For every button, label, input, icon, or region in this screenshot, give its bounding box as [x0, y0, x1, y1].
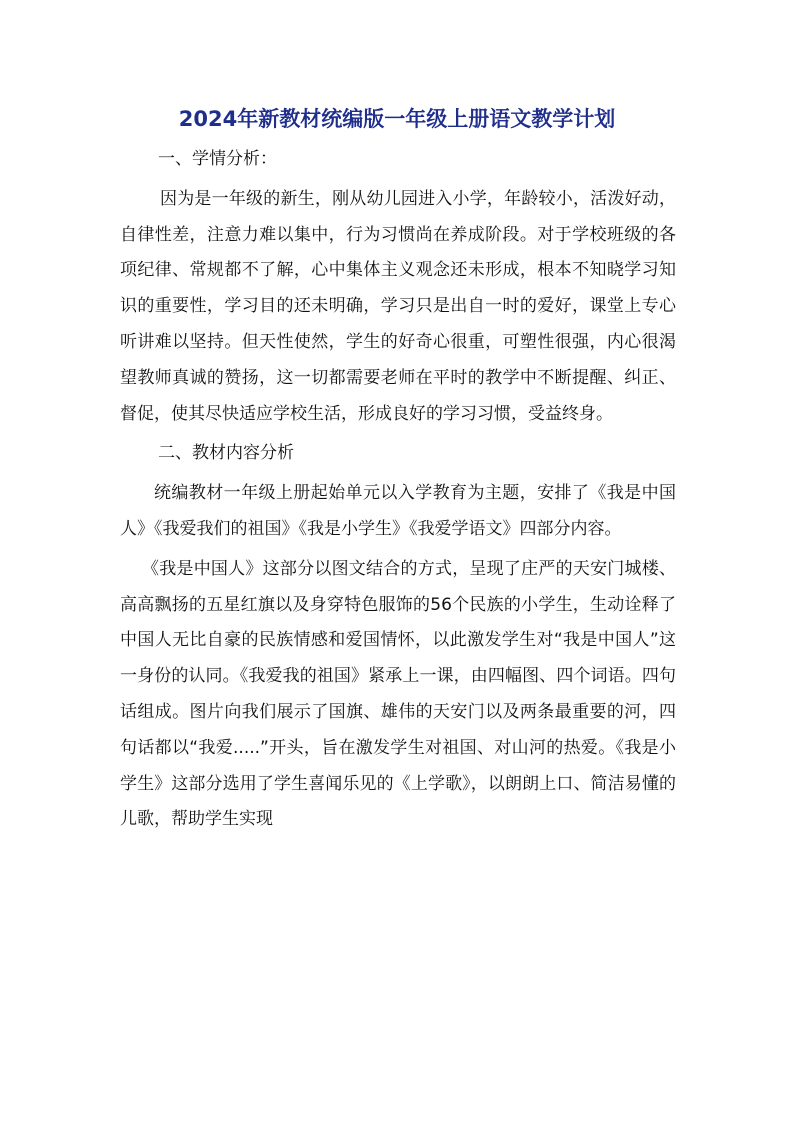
- section-heading-textbook-analysis: 二、教材内容分析: [158, 443, 294, 464]
- document-body: [120, 142, 676, 838]
- paragraph-student-analysis: 因为是一年级的新生，刚从幼儿园进入小学，年龄较小，活泼好动，自律性差，注意力难以集中，行为习惯尚在养成阶段。对于学校班级的各项纪律、常规都不了解，心中集体主义观念还未形成，根本不知晓学习知识的重要性，学习目的还未明确，学习只是出自一时的爱好，课堂上专心听讲难以坚持。但天性使然，学生的好奇心很重，可塑性很强，内心很渴望教师真诚的赞扬，这一切都需要老师在平时的教学中不断提醒、纠正、督促，使其尽快适应学校生活，形成良好的学习习惯，受益终身。: [120, 188, 676, 424]
- document-title: 2024年新教材统编版一年级上册语文教学计划: [178, 107, 616, 131]
- section-heading-student-analysis: 一、学情分析：: [158, 149, 277, 169]
- paragraph-textbook-details: 《我是中国人》这部分以图文结合的方式，呈现了庄严的天安门城楼、高高飘扬的五星红旗以及身穿特色服饰的56个民族的小学生，生动诠释了中国人无比自豪的民族情感和爱国情怀，以此激发学生对“我是中国人”这一身份的认同。《我爱我的祖国》紧承上一课，由四幅图、四个词语。四句话组成。图片向我们展示了国旗、雄伟的天安门以及两条最重要的河，四句话都以“我爱.....”开头，旨在激发学生对祖国、对山河的热爱。《我是小学生》这部分选用了学生喜闻乐见的《上学歌》，以朗朗上口、简洁易懂的儿歌，帮助学生实现: [120, 558, 676, 830]
- paragraph-textbook-overview: 统编教材一年级上册起始单元以入学教育为主题，安排了《我是中国人》《我爱我们的祖国》《我是小学生》《我爱学语文》四部分内容。: [120, 483, 676, 539]
